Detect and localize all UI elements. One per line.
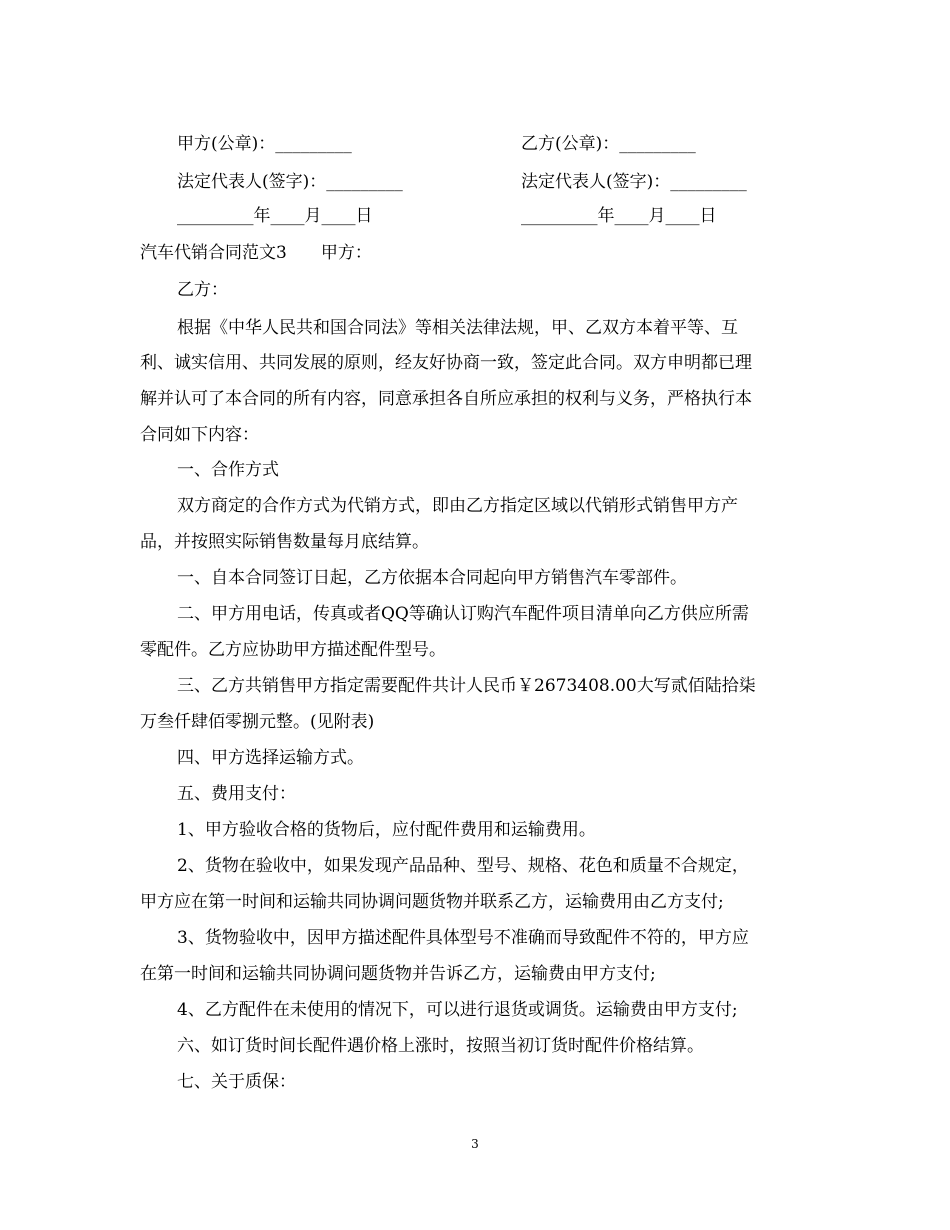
party-a-date: _________年____月____日	[177, 206, 373, 226]
body-line: 零配件。乙方应协助甲方描述配件型号。	[140, 640, 446, 660]
body-line: 根据《中华人民共和国合同法》等相关法律法规，甲、乙双方本着平等、互	[177, 318, 738, 338]
body-line: 利、诚实信用、共同发展的原则，经友好协商一致，签定此合同。双方申明都已理	[140, 353, 752, 373]
body-line: 1、甲方验收合格的货物后，应付配件费用和运输费用。	[177, 820, 596, 840]
heading-line: 七、关于质保：	[177, 1072, 296, 1092]
page-number: 3	[471, 1137, 479, 1151]
body-line: 三、乙方共销售甲方指定需要配件共计人民币￥2673408.00大写贰佰陆拾柒	[177, 676, 756, 696]
body-line: 解并认可了本合同的所有内容，同意承担各自所应承担的权利与义务，严格执行本	[140, 389, 752, 409]
body-line: 合同如下内容：	[140, 425, 259, 445]
heading-line: 一、合作方式	[177, 460, 279, 480]
party-b-representative: 法定代表人(签字)：_________	[521, 172, 747, 192]
party-a-representative: 法定代表人(签字)：_________	[177, 172, 403, 192]
body-line: 2、货物在验收中，如果发现产品品种、型号、规格、花色和质量不合规定，	[177, 856, 749, 876]
body-line: 一、自本合同签订日起，乙方依据本合同起向甲方销售汽车零部件。	[177, 568, 687, 588]
party-a-seal: 甲方(公章)：_________	[177, 134, 352, 154]
body-line: 五、费用支付：	[177, 784, 296, 804]
body-line: 万叁仟肆佰零捌元整。(见附表)	[140, 712, 375, 732]
body-line: 甲方应在第一时间和运输共同协调问题货物并联系乙方，运输费用由乙方支付;	[140, 892, 724, 912]
body-line: 3、货物验收中，因甲方描述配件具体型号不准确而导致配件不符的，甲方应	[177, 928, 749, 948]
body-line: 在第一时间和运输共同协调问题货物并告诉乙方，运输费由甲方支付;	[140, 964, 656, 984]
body-line: 四、甲方选择运输方式。	[177, 748, 364, 768]
party-b-date: _________年____月____日	[521, 206, 717, 226]
body-line: 4、乙方配件在未使用的情况下，可以进行退货或调货。运输费由甲方支付;	[177, 1000, 738, 1020]
body-line: 双方商定的合作方式为代销方式，即由乙方指定区域以代销形式销售甲方产	[177, 496, 738, 516]
body-line: 六、如订货时间长配件遇价格上涨时，按照当初订货时配件价格结算。	[177, 1036, 704, 1056]
body-line: 品，并按照实际销售数量每月底结算。	[140, 532, 429, 552]
body-line: 二、甲方用电话，传真或者QQ等确认订购汽车配件项目清单向乙方供应所需	[177, 604, 749, 624]
body-line: 乙方：	[177, 280, 228, 300]
section-title: 汽车代销合同范文3 甲方：	[140, 243, 372, 263]
party-b-seal: 乙方(公章)：_________	[521, 134, 696, 154]
